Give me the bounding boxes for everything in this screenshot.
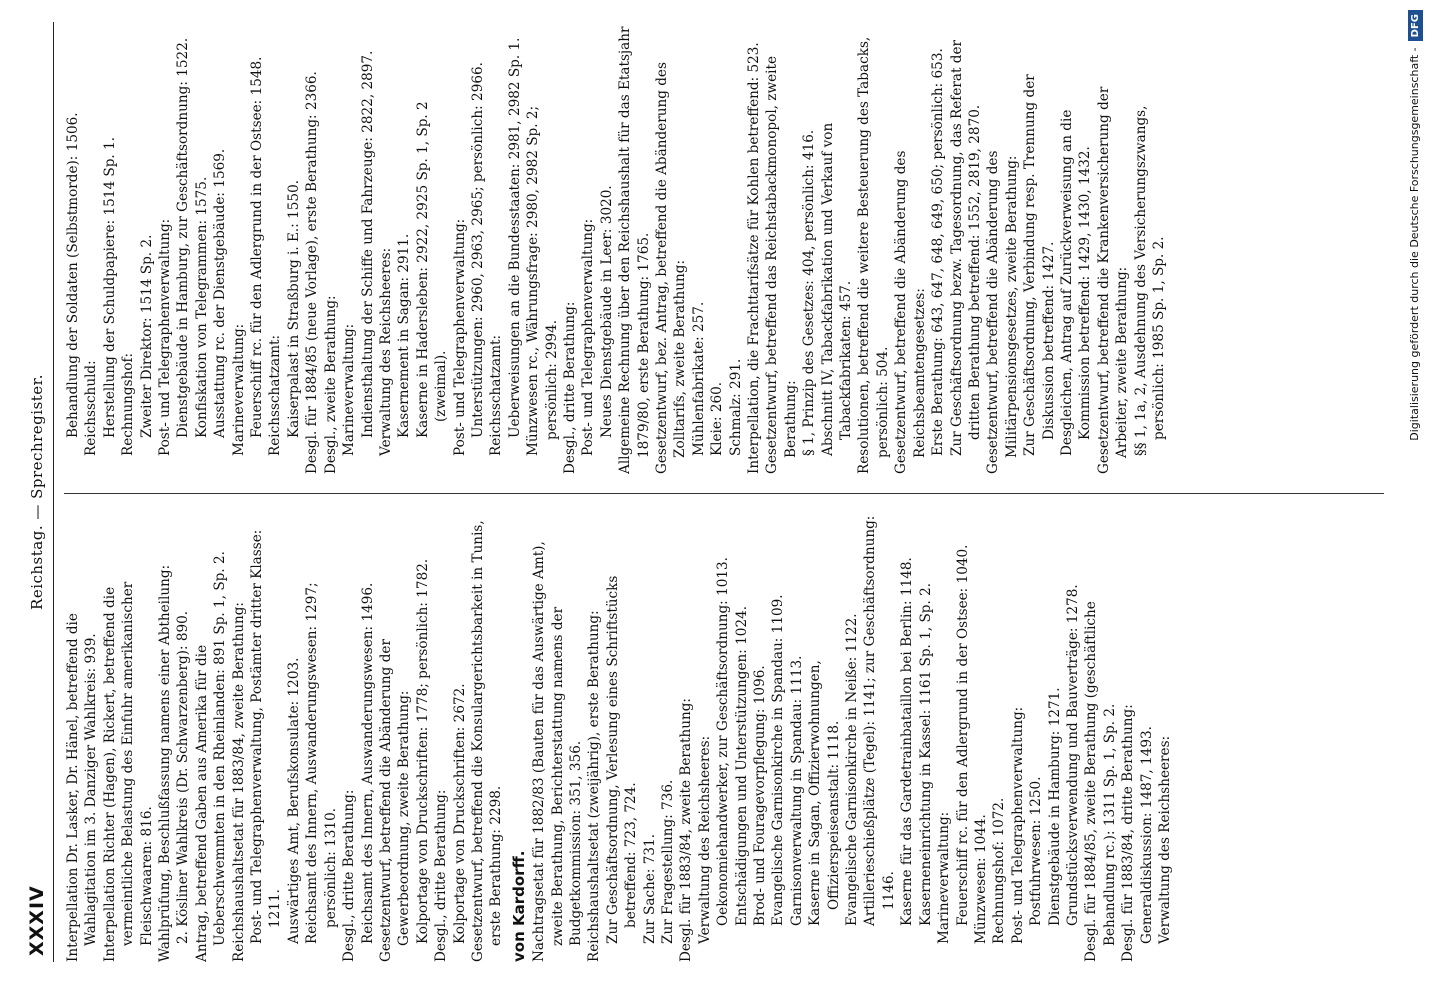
register-entry: Kaserneneinrichtung in Kassel: 1161 Sp. 1, Sp. 2.	[917, 582, 934, 926]
register-entry: Verwaltung des Reichsheeres:	[377, 247, 394, 456]
register-entry: Konfiskation von Telegrammen: 1575.	[193, 176, 210, 438]
credit-text: Digitalisierung gefördert durch die Deutsche Forschungsgemeinschaft -	[1408, 47, 1421, 441]
register-entry: Zur Geschäftsordnung bezw. Tagesordnung, das Referat der dritten Berathung betreffend: 1552, 2819, 2870.	[948, 39, 983, 456]
register-entry: Marineverwaltung:	[341, 323, 358, 456]
page-header	[20, 22, 60, 962]
register-entry: Mühlenfabrikate: 257.	[690, 301, 707, 456]
register-entry: Desgl. für 1883/84, dritte Berathung:	[1120, 704, 1137, 962]
register-entry: Abschnitt IV, Tabackfabrikation und Verkauf von Tabackfabrikaten: 457.	[819, 122, 855, 456]
register-entry: Ausstattung rc. der Dienstgebäude: 1569.	[212, 148, 229, 438]
register-entry: Nachtragsetat für 1882/83 (Bauten für das Auswärtige Amt), zweite Berathung, Berichterstattung namens der Budgetkommission: 351, 356.	[531, 541, 584, 962]
register-entry: Münzwesen rc., Währungsfrage: 2980, 2982 Sp. 2; persönlich: 2994.	[525, 105, 560, 456]
register-entry: Resolutionen, betreffend die weitere Besteuerung des Tabacks, persönlich: 504.	[856, 36, 891, 474]
register-entry: Zur Geschäftsordnung, Verlesung eines Schriftstücks betreffend: 723, 724.	[604, 575, 640, 944]
register-entry: Rechnungshof:	[120, 352, 137, 456]
register-entry: Kleie: 260.	[709, 381, 726, 456]
register-entry: Kaserne in Sagan, Offizierwohnungen, Offizierspeiseanstalt: 1118.	[807, 660, 842, 926]
register-entry: Gesetzentwurf, betreffend die Krankenversicherung der Arbeiter, zweite Berathung:	[1095, 86, 1131, 474]
register-entry: Marineverwaltung:	[230, 323, 247, 456]
right-column	[64, 26, 1394, 474]
register-entry: Entschädigungen und Unterstützungen: 1024.	[733, 605, 750, 926]
register-entry: Desgl. für 1883/84, zweite Berathung:	[678, 698, 695, 962]
speaker-name: von Kardorff.	[509, 850, 528, 962]
register-entry: Reichsamt des Innern, Auswanderungswesen: 1496.	[359, 582, 376, 944]
register-entry: Erste Berathung: 643, 647, 648, 649, 650; persönlich: 653.	[930, 48, 947, 456]
register-page	[20, 22, 1410, 962]
register-entry: Evangelische Garnisonkirche in Neiße: 1122.	[844, 613, 861, 926]
register-entry: Neues Dienstgebäude in Leer: 3020.	[598, 185, 615, 438]
register-entry: Artillerieschießplätze (Tegel): 1141; zur Geschäftsordnung: 1146.	[862, 515, 897, 926]
register-entry: Zur Sache: 731.	[641, 833, 658, 944]
digitization-credit	[1398, 0, 1432, 1000]
register-entry: Ueberweisungen an die Bundesstaaten: 2981, 2982 Sp. 1.	[506, 37, 523, 438]
register-entry: Reichsamt des Innern, Auswanderungswesen: 1297; persönlich: 1310.	[304, 582, 339, 944]
register-entry: Desgleichen, Antrag auf Zurückverweisung an die Kommission betreffend: 1429, 1430, 1432.	[1058, 109, 1094, 456]
register-entry: Rechnungshof: 1072.	[991, 797, 1008, 944]
register-entry: Post- und Telegraphenverwaltung:	[580, 218, 597, 456]
register-entry: Antrag, betreffend Gaben aus Amerika für die Ueberschwemmten in den Rheinlanden: 891 Sp. 1, Sp. 2.	[193, 551, 229, 962]
register-entry: Interpellation Richter (Hagen), Rickert, betreffend die vermeintliche Belastung des Einfuhr amerikanischer Fleischwaaren: 816.	[101, 581, 155, 962]
left-column	[64, 514, 1394, 962]
page-number: XXXIV	[26, 885, 48, 956]
register-entry: Dienstgebäude in Hamburg, zur Geschäftsordnung: 1522.	[175, 37, 192, 438]
register-entry: Gesetzentwurf, betreffend die Abänderung der Gewerbeordnung, zweite Berathung:	[377, 639, 413, 962]
register-entry: Post- und Telegraphenverwaltung, Postämter dritter Klasse: 1211.	[249, 529, 284, 944]
register-entry: Garnisonverwaltung in Spandau: 1113.	[788, 655, 805, 926]
register-entry: §§ 1, 1a, 2, Ausdehnung des Versicherungszwangs, persönlich: 1985 Sp. 1, Sp. 2.	[1132, 105, 1167, 456]
register-entry: Zur Fragestellung: 736.	[660, 779, 676, 944]
register-entry: Desgl. für 1884/85 (neue Vorlage), erste Berathung: 2366.	[304, 71, 321, 474]
register-entry: Interpellation Dr. Lasker, Dr. Hänel, betreffend die Wahlagitation im 3. Danziger Wahlkreis: 939.	[65, 613, 100, 962]
register-entry: Wahlprüfung, Beschlußfassung namens einer Abtheilung:	[157, 564, 174, 962]
register-entry: Auswärtiges Amt, Berufskonsulate: 1203.	[285, 657, 302, 944]
register-entry: Indiensthaltung der Schiffe und Fahrzeuge: 2822, 2897.	[359, 50, 376, 438]
register-entry: Gesetzentwurf, betreffend die Konsulargerichtsbarkeit in Tunis, erste Berathung: 2298.	[469, 520, 505, 962]
register-entry: Herstellung der Schuldpapiere: 1514 Sp. 1.	[101, 136, 118, 438]
register-entry: 2. Kösliner Wahlkreis (Dr. Schwarzenberg): 890.	[175, 610, 192, 944]
register-entry: Kolportage von Druckschriften: 2672.	[451, 683, 468, 944]
register-entry: Feuerschiff rc. für den Adlergrund in der Ostsee: 1040.	[954, 544, 971, 926]
register-entry: Kasernement in Sagan: 2911.	[396, 233, 413, 438]
register-entry: Kaiserpalast in Straßburg i. E.: 1550.	[285, 179, 302, 438]
register-entry: Münzwesen: 1044.	[972, 814, 989, 944]
register-entry: Reichshaushaltsetat für 1883/84, zweite Berathung:	[230, 602, 247, 962]
register-entry: Post- und Telegraphenverwaltung:	[157, 218, 174, 456]
register-entry: Interpellation, die Frachttarifsätze für Kohlen betreffend: 523.	[746, 42, 763, 474]
running-head: Reichstag. — Sprechregister.	[28, 374, 46, 610]
register-entry: Zweiter Direktor: 1514 Sp. 2.	[138, 234, 155, 438]
register-entry: Desgl., zweite Berathung:	[322, 295, 339, 474]
register-entry: Desgl. für 1884/85, zweite Berathung (geschäftliche Behandlung rc.): 1311 Sp. 1, Sp. 2.	[1083, 601, 1118, 962]
register-entry: Post- und Telegraphenverwaltung:	[1009, 706, 1026, 944]
register-entry: Reichsschatzamt:	[488, 334, 505, 456]
register-entry: Reichshaushaltsetat (zweijährig), erste Berathung:	[586, 610, 603, 962]
dfg-logo: DFG	[1408, 10, 1423, 41]
register-entry: Generaldiskussion: 1487, 1493.	[1138, 726, 1155, 944]
register-entry: Gesetzentwurf, betreffend die Abänderung des Militärpensionsgesetzes, zweite Berathung:	[985, 150, 1020, 474]
register-entry: Oekonomiehandwerker, zur Geschäftsordnung: 1013.	[715, 557, 732, 926]
register-entry: Reichsschuld:	[83, 360, 100, 456]
register-entry: Kaserne für das Gardetrainbataillon bei Berlin: 1148.	[899, 557, 916, 926]
register-entry: Verwaltung des Reichsheeres:	[696, 735, 713, 944]
register-entry: Kolportage von Druckschriften: 1778; persönlich: 1782.	[414, 558, 431, 944]
register-entry: Desgl., dritte Berathung:	[341, 789, 358, 962]
register-entry: Dienstgebäude in Hamburg: 1271.	[1046, 687, 1063, 926]
register-entry: Postfuhrwesen: 1250.	[1028, 776, 1045, 926]
register-entry: Post- und Telegraphenverwaltung:	[451, 218, 468, 456]
register-entry: Behandlung der Soldaten (Selbstmorde): 1506.	[65, 112, 81, 438]
register-entry: Zur Geschäftsordnung, Verbindung resp. Trennung der Diskussion betreffend: 1427.	[1022, 74, 1057, 456]
register-entry: Desgl., dritte Berathung:	[561, 301, 578, 474]
register-entry: Marineverwaltung:	[936, 811, 953, 944]
column-divider	[64, 493, 1384, 494]
register-entry: Kaserne in Hadersleben: 2922, 2925 Sp. 1, Sp. 2 (zweimal).	[414, 101, 450, 438]
register-entry: Feuerschiff rc. für den Adlergrund in der Ostsee: 1548.	[249, 56, 266, 438]
register-entry: Evangelische Garnisonkirche in Spandau: 1109.	[770, 594, 787, 926]
register-entry: Gesetzentwurf, betreffend die Abänderung des Reichsbeamtengesetzes:	[893, 150, 928, 474]
register-entry: Desgl., dritte Berathung:	[433, 789, 450, 962]
register-entry: Schmalz: 291.	[727, 358, 744, 456]
register-entry: Gesetzentwurf, bez. Antrag, betreffend die Abänderung des Zolltarifs, zweite Berathung:	[654, 62, 689, 474]
register-entry: Unterstützungen: 2960, 2963, 2965; persönlich: 2966.	[469, 62, 486, 438]
register-entry: Verwaltung des Reichsheeres:	[1156, 735, 1173, 944]
register-entry: § 1, Prinzip des Gesetzes: 404, persönlich: 416.	[801, 129, 818, 456]
register-entry: Brod- und Fouragevorpflegung: 1096.	[752, 665, 769, 926]
register-entry: Reichsschatzamt:	[267, 334, 284, 456]
header-rule	[53, 22, 54, 962]
register-entry: Allgemeine Rechnung über den Reichshaushalt für das Etatsjahr 1879/80, erste Berathung: 1765.	[617, 26, 652, 474]
register-entry: Grundstücksverwendung und Bauverträge: 1278.	[1064, 584, 1081, 926]
register-entry: Gesetzentwurf, betreffend das Reichstabackmonopol, zweite Berathung:	[764, 55, 799, 474]
